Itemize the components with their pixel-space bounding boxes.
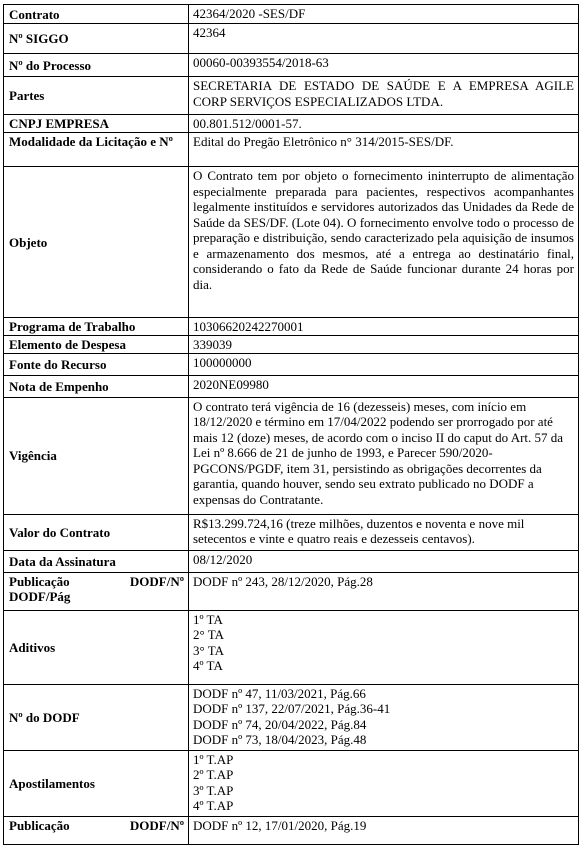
row-dodf — [4, 684, 579, 750]
label-empenho: Nota de Empenho — [4, 375, 189, 397]
row-processo — [4, 54, 579, 77]
value-programa: 10306620242270001 — [189, 318, 579, 336]
label-elemento: Elemento de Despesa — [4, 335, 189, 353]
label-valor: Valor do Contrato — [4, 514, 189, 550]
dodf-item: DODF nº 74, 20/04/2022, Pág.84 — [193, 716, 367, 732]
label-vigencia: Vigência — [4, 397, 189, 514]
label-objeto: Objeto — [4, 167, 189, 318]
row-publicacao2 — [4, 816, 579, 844]
row-siggo — [4, 24, 579, 54]
apostilamento-item: 2º T.AP — [193, 767, 234, 782]
contract-table — [3, 4, 579, 845]
label-publicacao-right: DODF/Nº — [129, 573, 184, 589]
value-modalidade: Edital do Pregão Eletrônico n° 314/2015-SES/DF. — [189, 133, 579, 167]
value-siggo: 42364 — [189, 24, 579, 54]
label-publicacao2-right: DODF/Nº — [129, 817, 184, 833]
label-programa: Programa de Trabalho — [4, 318, 189, 336]
aditivo-item: 2° TA — [193, 627, 225, 642]
value-valor: R$13.299.724,16 (treze milhões, duzentos e noventa e nove mil setecentos e vinte e quatro reais e dezesseis centavos). — [189, 514, 579, 550]
row-partes — [4, 77, 579, 115]
label-processo: Nº do Processo — [4, 54, 189, 77]
value-assinatura: 08/12/2020 — [189, 550, 579, 572]
value-apostilamentos — [189, 750, 579, 816]
row-programa — [4, 318, 579, 336]
value-fonte: 100000000 — [189, 353, 579, 375]
row-vigencia — [4, 397, 579, 514]
label-fonte: Fonte do Recurso — [4, 353, 189, 375]
row-publicacao — [4, 572, 579, 610]
row-fonte — [4, 353, 579, 375]
label-publicacao2 — [4, 816, 189, 844]
value-dodf — [189, 684, 579, 750]
value-cnpj: 00.801.512/0001-57. — [189, 115, 579, 133]
label-aditivos: Aditivos — [4, 610, 189, 684]
value-publicacao2: DODF nº 12, 17/01/2020, Pág.19 — [189, 816, 579, 844]
apostilamento-item: 4º T.AP — [193, 798, 234, 813]
aditivo-item: 3° TA — [193, 642, 225, 658]
label-contrato: Contrato — [4, 5, 189, 24]
aditivo-item: 1º TA — [193, 611, 223, 627]
row-assinatura — [4, 550, 579, 572]
label-assinatura: Data da Assinatura — [4, 550, 189, 572]
row-contrato — [4, 5, 579, 24]
row-apostilamentos — [4, 750, 579, 816]
value-aditivos — [189, 610, 579, 684]
value-objeto: O Contrato tem por objeto o fornecimento ininterrupto de alimentação especialmente preparada para pacientes, respectivos acompanhantes legalmente instituídos e servidores autorizados das Unidades da Rede de Saúde da SES/DF. (Lote 04). O fornecimento envolve todo o processo de preparação e distribuição, sendo caracterizado pela aquisição de insumos e armazenamento dos mesmos, até a entrega ao destinatário final, considerando o fato da Rede de Saúde funcionar durante 24 horas por dia. — [189, 167, 579, 318]
row-objeto — [4, 167, 579, 318]
value-contrato: 42364/2020 -SES/DF — [189, 5, 579, 24]
row-aditivos — [4, 610, 579, 684]
value-processo: 00060-00393554/2018-63 — [189, 54, 579, 77]
label-dodf: Nº do DODF — [4, 684, 189, 750]
value-elemento: 339039 — [189, 335, 579, 353]
label-publicacao-line2: DODF/Pág — [9, 589, 71, 604]
row-modalidade — [4, 133, 579, 167]
value-vigencia: O contrato terá vigência de 16 (dezesseis) meses, com início em 18/12/2020 e término em 17/04/2022 podendo ser prorrogado por até mais 12 (doze) meses, de acordo com o inciso II do caput do Art. 57 da Lei nº 8.666 de 21 de junho de 1993, e Parecer 590/2020-PGCONS/PGDF, item 31, persistindo as obrigações decorrentes da garantia, quando houver, sendo seu extrato publicado no DODF a expensas do Contratante. — [189, 397, 579, 514]
apostilamento-item: 1º T.AP — [193, 751, 234, 767]
value-partes: SECRETARIA DE ESTADO DE SAÚDE E A EMPRESA AGILE CORP SERVIÇOS ESPECIALIZADOS LTDA. — [189, 77, 579, 115]
label-apostilamentos: Apostilamentos — [4, 750, 189, 816]
label-partes: Partes — [4, 77, 189, 115]
dodf-item: DODF nº 73, 18/04/2023, Pág.48 — [193, 732, 367, 747]
aditivo-item: 4º TA — [193, 658, 223, 673]
label-siggo: Nº SIGGO — [4, 24, 189, 54]
row-empenho — [4, 375, 579, 397]
apostilamento-item: 3º T.AP — [193, 782, 234, 798]
label-cnpj: CNPJ EMPRESA — [4, 115, 189, 133]
dodf-item: DODF nº 47, 11/03/2021, Pág.66 — [193, 685, 366, 701]
label-publicacao-left: Publicação — [9, 573, 70, 589]
row-cnpj — [4, 115, 579, 133]
row-valor — [4, 514, 579, 550]
label-publicacao — [4, 572, 189, 610]
value-empenho: 2020NE09980 — [189, 375, 579, 397]
label-publicacao2-left: Publicação — [9, 817, 70, 833]
row-elemento — [4, 335, 579, 353]
value-publicacao: DODF nº 243, 28/12/2020, Pág.28 — [189, 572, 579, 610]
dodf-item: DODF nº 137, 22/07/2021, Pág.36-41 — [193, 701, 391, 716]
label-modalidade: Modalidade da Licitação e Nº — [4, 133, 189, 167]
